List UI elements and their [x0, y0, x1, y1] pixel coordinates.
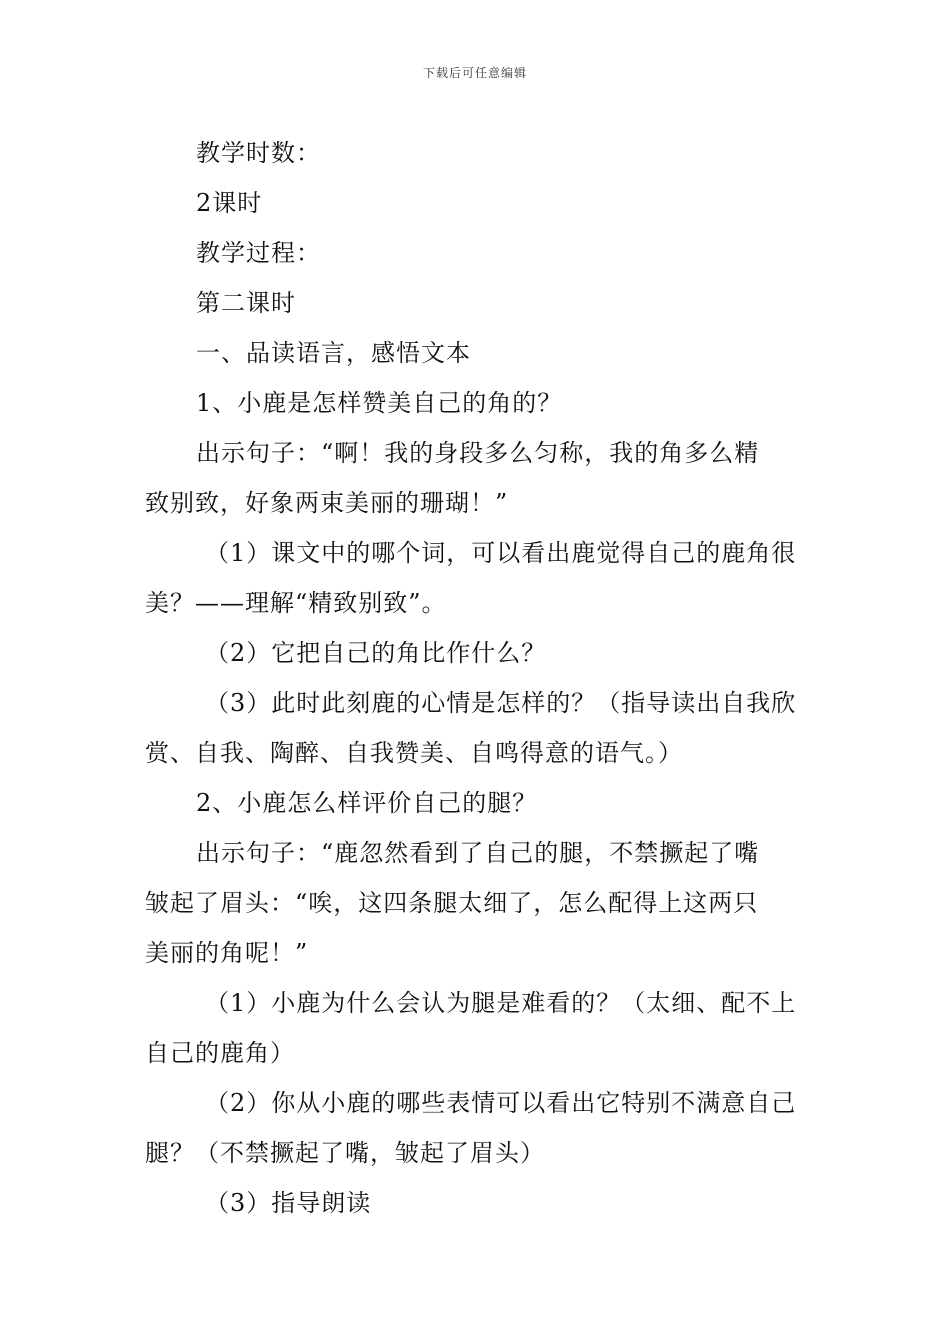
quote-1-line-2: 致别致，好象两束美丽的珊瑚！”: [145, 489, 509, 517]
quote-1-line-1: 出示句子：“啊！我的身段多么匀称，我的角多么精: [196, 439, 760, 467]
sub-question-1-1-line-2: 美？——理解“精致别致”。: [145, 589, 447, 617]
label-teaching-hours: 教学时数：: [196, 139, 321, 167]
sub-question-2-1-line-2: 自己的鹿角）: [145, 1039, 295, 1067]
page-header: 下载后可任意编辑: [422, 66, 527, 80]
quote-2-line-2: 皱起了眉头：“唉，这四条腿太细了，怎么配得上这两只: [145, 889, 759, 917]
sub-question-2-2-line-1: （2）你从小鹿的哪些表情可以看出它特别不满意自己: [205, 1089, 797, 1117]
label-teaching-process: 教学过程：: [196, 239, 321, 267]
lesson-title: 第二课时: [196, 289, 296, 317]
document-body: [145, 128, 810, 1228]
sub-question-2-1-line-1: （1）小鹿为什么会认为腿是难看的？（太细、配不上: [205, 989, 797, 1017]
sub-question-1-2: （2）它把自己的角比作什么？: [205, 639, 547, 667]
teaching-hours-value: 2课时: [196, 189, 263, 217]
sub-question-1-3-line-1: （3）此时此刻鹿的心情是怎样的？（指导读出自我欣: [205, 689, 797, 717]
sub-question-2-2-line-2: 腿？（不禁撅起了嘴，皱起了眉头）: [145, 1139, 545, 1167]
sub-question-2-3: （3）指导朗读: [205, 1189, 372, 1217]
sub-question-1-1-line-1: （1）课文中的哪个词，可以看出鹿觉得自己的鹿角很: [205, 539, 797, 567]
quote-2-line-1: 出示句子：“鹿忽然看到了自己的腿，不禁撅起了嘴: [196, 839, 760, 867]
question-2: 2、小鹿怎么样评价自己的腿？: [196, 789, 538, 817]
section-heading-1: 一、品读语言，感悟文本: [196, 339, 471, 367]
question-1: 1、小鹿是怎样赞美自己的角的？: [196, 389, 563, 417]
sub-question-1-3-line-2: 赏、自我、陶醉、自我赞美、自鸣得意的语气。）: [145, 739, 683, 767]
quote-2-line-3: 美丽的角呢！”: [145, 939, 309, 967]
